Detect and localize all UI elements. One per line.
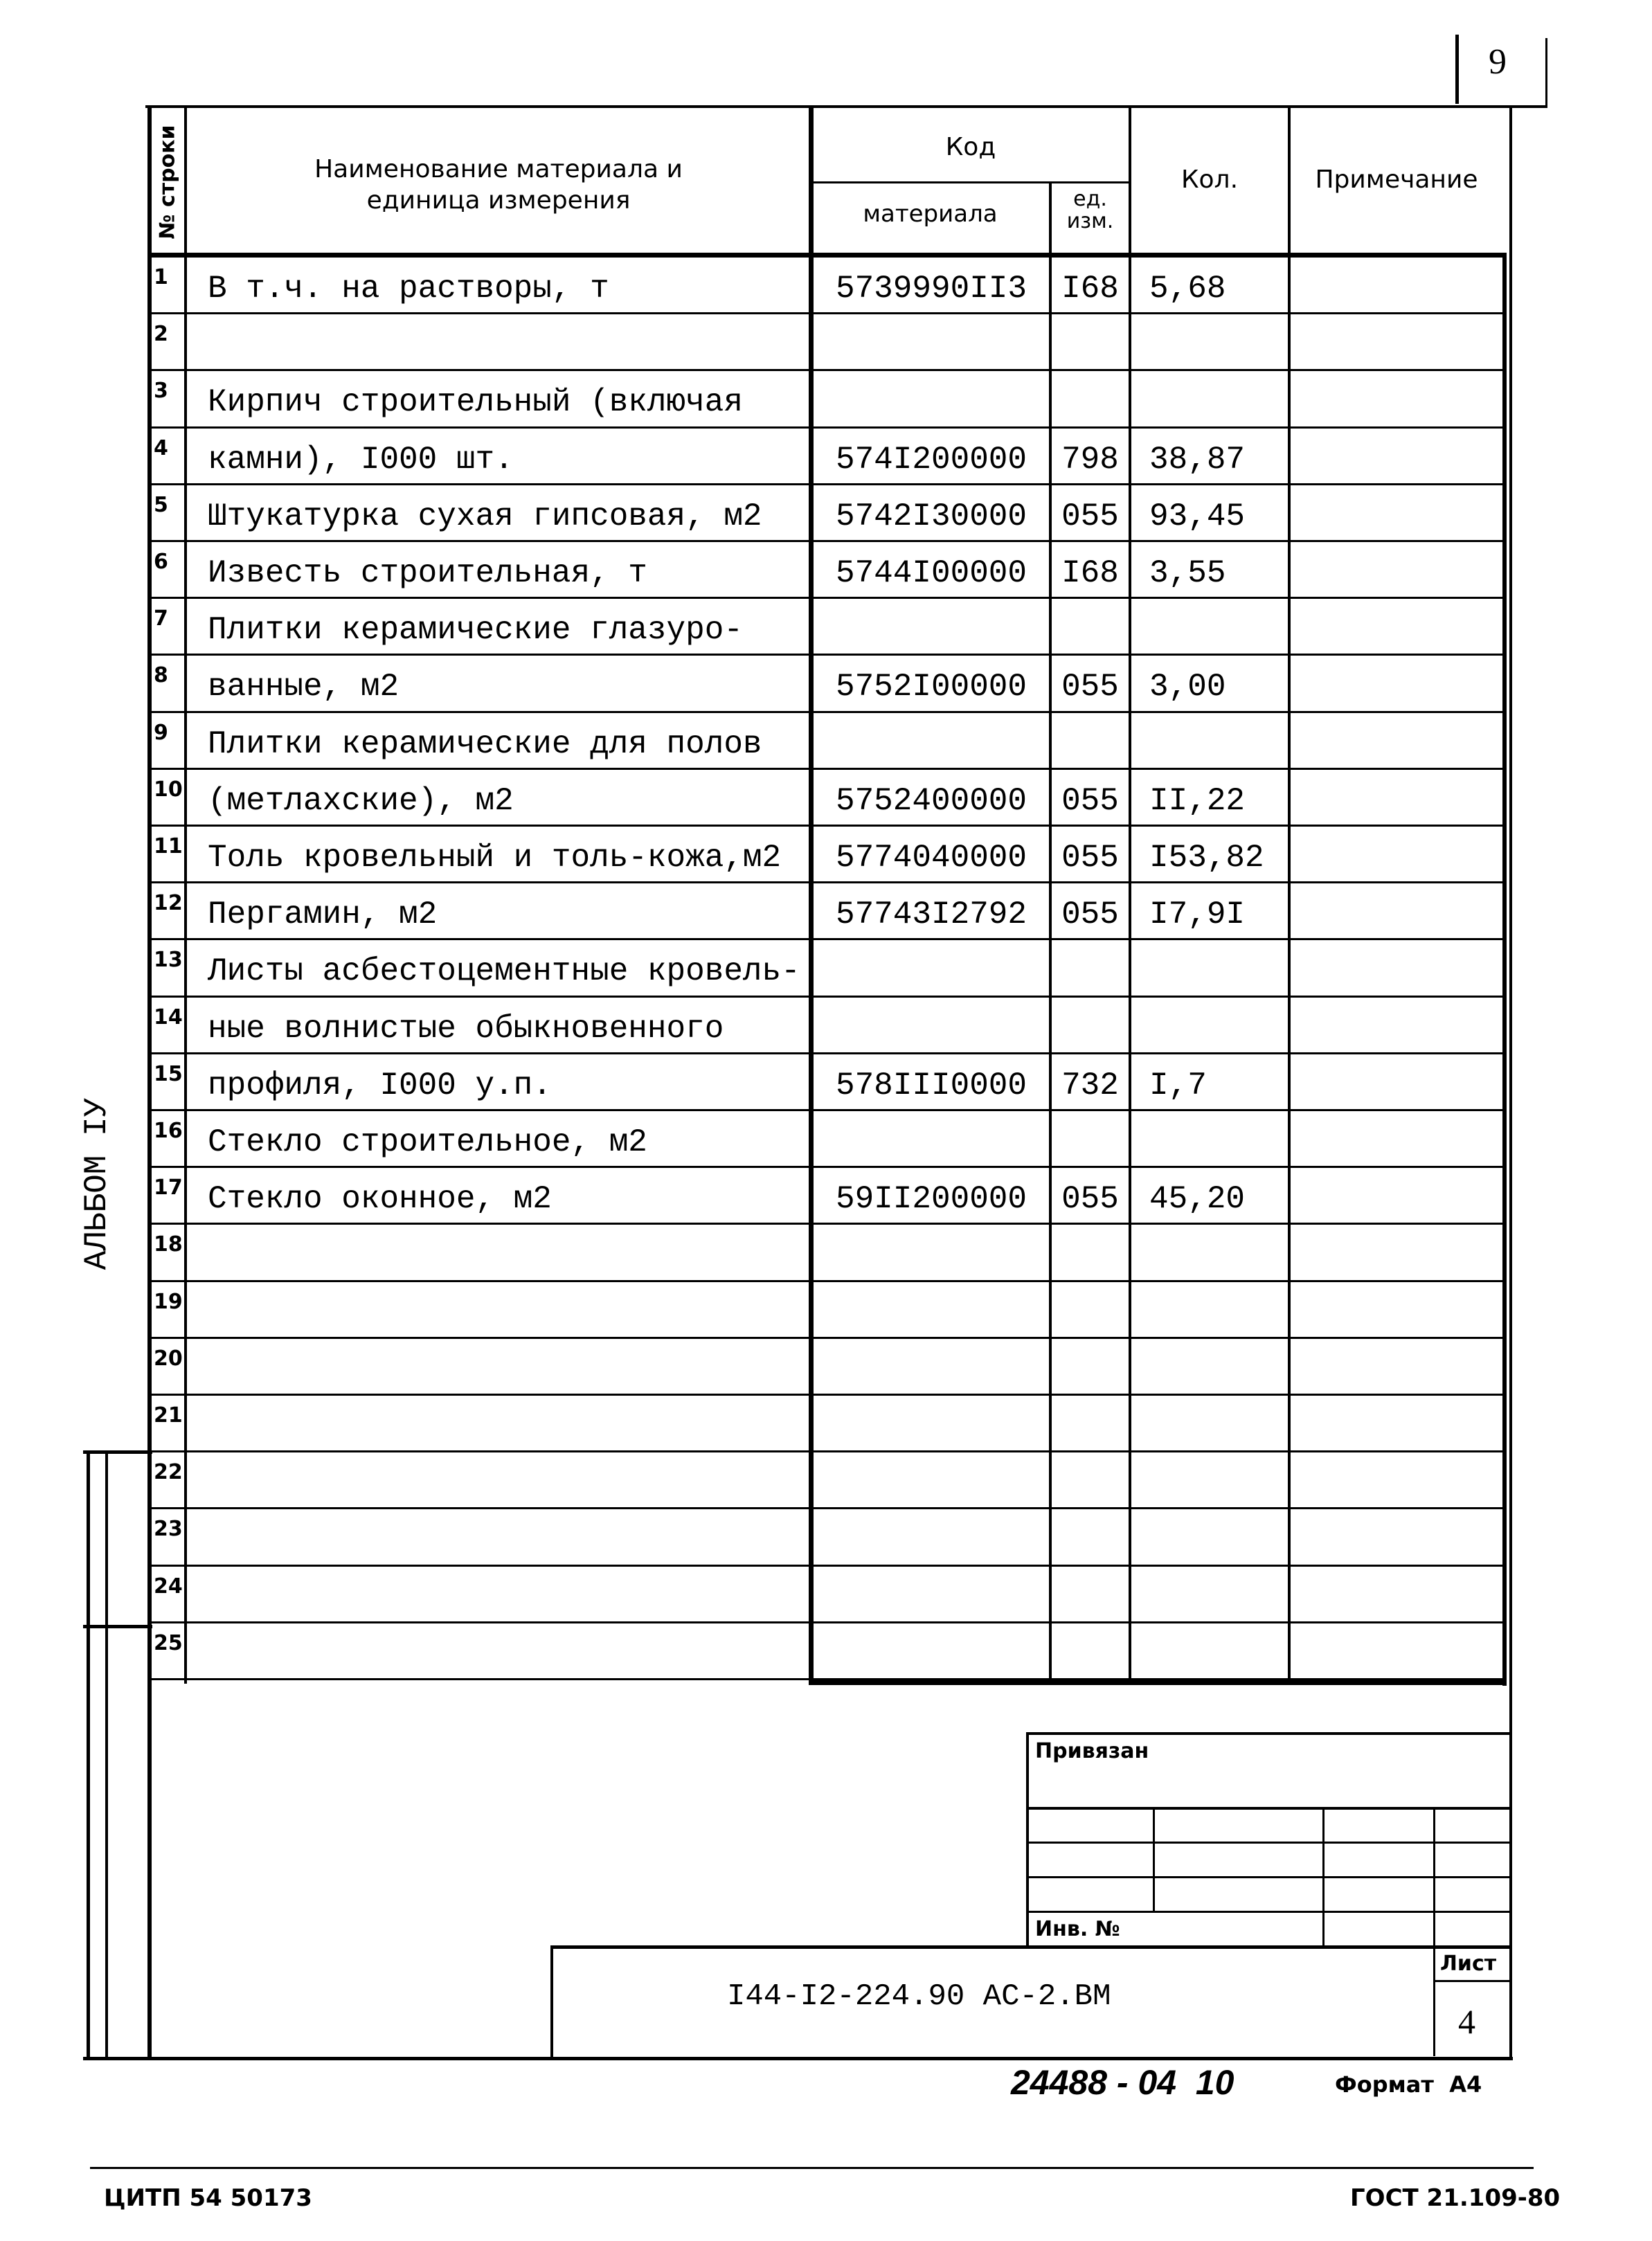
table-row-line: [147, 312, 1507, 314]
col-line-right-bold: [1502, 253, 1507, 1686]
table-cell-name: Плитки керамические глазуро-: [208, 612, 743, 649]
table-cell-name: ные волнистые обыкновенного: [208, 1010, 724, 1047]
table-row-number: 4: [154, 435, 168, 460]
table-row-line: [147, 1507, 1507, 1509]
sheet-label-line: [1433, 1980, 1511, 1982]
page-number-divider: [1455, 35, 1459, 104]
table-row-line: [147, 654, 1507, 656]
frame-right-line: [1509, 105, 1512, 2059]
stamp-top-line: [1026, 1732, 1511, 1735]
table-row-number: 2: [154, 322, 168, 347]
table-cell-unit: I68: [1061, 271, 1119, 307]
table-cell-qty: 38,87: [1149, 441, 1246, 478]
table-cell-qty: I7,9I: [1149, 897, 1246, 933]
table-row-number: 23: [154, 1517, 183, 1542]
table-cell-unit: 055: [1061, 669, 1119, 705]
table-cell-name: ванные, м2: [208, 669, 399, 705]
header-unit: ед. изм.: [1066, 187, 1114, 233]
table-cell-unit: 055: [1061, 840, 1119, 876]
header-code: Код: [945, 133, 996, 161]
table-row-number: 24: [154, 1574, 183, 1599]
table-row-number: 5: [154, 492, 168, 517]
stamp-grid-line-3: [1026, 1876, 1511, 1878]
stamp-grid-line-4: [1026, 1911, 1511, 1913]
footer-left: ЦИТП 54 50173: [104, 2184, 312, 2212]
table-cell-name: Листы асбестоцементные кровель-: [208, 953, 800, 990]
col-line-note: [1288, 105, 1291, 1684]
header-qty: Кол.: [1180, 165, 1239, 194]
table-row-number: 25: [154, 1630, 183, 1655]
code-subheader-line: [811, 181, 1130, 183]
table-cell-name: Известь строительная, т: [208, 555, 647, 591]
sheet-label: Лист: [1440, 1952, 1497, 1976]
table-cell-unit: 055: [1061, 498, 1119, 534]
table-row-line: [147, 1052, 1507, 1054]
table-cell-unit: 055: [1061, 897, 1119, 933]
table-row-line: [147, 1223, 1507, 1225]
table-cell-code: 5774040000: [835, 840, 1027, 876]
table-cell-code: 578III0000: [835, 1067, 1027, 1104]
stamp-left-line: [1026, 1732, 1029, 1947]
table-cell-code: 574I200000: [835, 441, 1027, 478]
col-line-rownum: [184, 105, 187, 1684]
title-block-left-line: [550, 1945, 553, 2060]
table-cell-name: камни), I000 шт.: [208, 441, 514, 478]
table-cell-name: Кирпич строительный (включая: [208, 384, 743, 421]
order-number: 24488 - 04 10: [1011, 2063, 1234, 2102]
table-row-number: 17: [154, 1176, 183, 1200]
table-cell-code: 5752I00000: [835, 669, 1027, 705]
table-cell-unit: 055: [1061, 1181, 1119, 1218]
table-row-line: [147, 540, 1507, 542]
table-row-line: [147, 825, 1507, 827]
table-cell-qty: 3,55: [1149, 555, 1226, 591]
table-cell-name: Штукатурка сухая гипсовая, м2: [208, 498, 762, 534]
table-row-number: 3: [154, 379, 168, 404]
table-row-number: 6: [154, 550, 168, 574]
binding-outer-line: [87, 1450, 90, 2060]
table-row-number: 16: [154, 1119, 183, 1143]
table-cell-qty: II,22: [1149, 782, 1246, 819]
header-note: Примечание: [1315, 165, 1478, 194]
frame-top-line: [145, 105, 1547, 108]
header-bottom-line: [147, 253, 1507, 258]
table-cell-name: профиля, I000 у.п.: [208, 1067, 552, 1104]
table-row-line: [147, 1450, 1507, 1452]
table-cell-code: 57743I2792: [835, 897, 1027, 933]
table-bottom-line: [809, 1680, 1507, 1685]
table-cell-qty: I,7: [1149, 1067, 1207, 1104]
page-number: 9: [1489, 42, 1507, 82]
format-label: Формат А4: [1335, 2071, 1482, 2098]
stamp-col-line-1: [1153, 1807, 1155, 1911]
table-cell-code: 5742I30000: [835, 498, 1027, 534]
table-cell-unit: I68: [1061, 555, 1119, 591]
table-cell-qty: 3,00: [1149, 669, 1226, 705]
table-row-number: 7: [154, 606, 168, 631]
table-row-number: 10: [154, 777, 183, 802]
table-row-line: [147, 1337, 1507, 1339]
table-row-number: 1: [154, 265, 168, 289]
binding-inner-line: [105, 1450, 108, 2060]
header-name: Наименование материала и единица измерения: [314, 155, 683, 215]
table-row-number: 13: [154, 948, 183, 973]
header-row-number: № строки: [155, 124, 180, 240]
table-cell-code: 59II200000: [835, 1181, 1027, 1218]
table-row-line: [147, 1280, 1507, 1282]
stamp-privyazan: Привязан: [1035, 1739, 1149, 1763]
table-cell-name: Толь кровельный и толь-кожа,м2: [208, 840, 782, 876]
table-cell-name: Пергамин, м2: [208, 897, 438, 933]
col-line-unit: [1049, 181, 1052, 1684]
footer-right: ГОСТ 21.109-80: [1350, 2184, 1561, 2212]
table-cell-unit: 798: [1061, 441, 1119, 478]
table-cell-unit: 055: [1061, 782, 1119, 819]
table-row-number: 15: [154, 1061, 183, 1086]
table-row-number: 8: [154, 663, 168, 688]
table-row-number: 21: [154, 1403, 183, 1428]
table-cell-name: Плитки керамические для полов: [208, 726, 762, 762]
table-row-number: 22: [154, 1460, 183, 1485]
table-row-line: [147, 1166, 1507, 1168]
side-album-label: АЛЬБОМ IУ: [79, 1097, 115, 1270]
table-row-line: [147, 711, 1507, 713]
binding-mid-line: [83, 1625, 152, 1628]
table-row-line: [147, 996, 1507, 998]
table-row-number: 20: [154, 1346, 183, 1371]
table-cell-name: Стекло оконное, м2: [208, 1181, 552, 1218]
table-row-line: [147, 1621, 1507, 1623]
stamp-col-line-2: [1322, 1807, 1325, 1945]
table-row-line: [147, 881, 1507, 883]
table-cell-qty: 45,20: [1149, 1181, 1246, 1218]
table-row-number: 19: [154, 1289, 183, 1314]
table-cell-qty: I53,82: [1149, 840, 1264, 876]
page-number-right-border: [1545, 38, 1547, 107]
title-block-top-line: [550, 1945, 1509, 1949]
table-row-number: 11: [154, 834, 183, 858]
table-row-number: 9: [154, 720, 168, 745]
table-cell-code: 5739990II3: [835, 271, 1027, 307]
table-row-number: 12: [154, 891, 183, 916]
table-row-line: [147, 1109, 1507, 1111]
table-row-line: [147, 426, 1507, 429]
col-line-code: [809, 105, 814, 1684]
table-cell-name: Стекло строительное, м2: [208, 1124, 647, 1160]
stamp-inv-no: Инв. №: [1035, 1917, 1120, 1941]
stamp-col-line-3: [1433, 1807, 1435, 2056]
table-row-line: [147, 483, 1507, 485]
sheet-number: 4: [1458, 2002, 1475, 2041]
frame-left-line: [147, 105, 152, 2059]
footer-line: [90, 2167, 1534, 2169]
table-row-line: [147, 1394, 1507, 1396]
table-cell-name: В т.ч. на растворы, т: [208, 271, 609, 307]
table-row-line: [147, 768, 1507, 770]
table-cell-code: 5744I00000: [835, 555, 1027, 591]
table-cell-unit: 732: [1061, 1067, 1119, 1104]
table-cell-code: 5752400000: [835, 782, 1027, 819]
table-row-line: [147, 597, 1507, 599]
table-row-line: [147, 1565, 1507, 1567]
stamp-grid-line-2: [1026, 1842, 1511, 1844]
table-cell-qty: 93,45: [1149, 498, 1246, 534]
frame-bottom-line: [83, 2057, 1513, 2060]
header-material: материала: [863, 200, 998, 228]
col-line-qty: [1129, 105, 1131, 1684]
table-row-line: [147, 369, 1507, 371]
stamp-grid-line-1: [1026, 1807, 1511, 1810]
binding-top-line: [83, 1450, 152, 1454]
table-row-line: [147, 938, 1507, 940]
table-row-number: 18: [154, 1232, 183, 1257]
table-cell-name: (метлахские), м2: [208, 782, 514, 819]
document-code: I44-I2-224.90 АС-2.ВМ: [727, 1979, 1111, 2014]
table-row-number: 14: [154, 1005, 183, 1029]
table-cell-qty: 5,68: [1149, 271, 1226, 307]
